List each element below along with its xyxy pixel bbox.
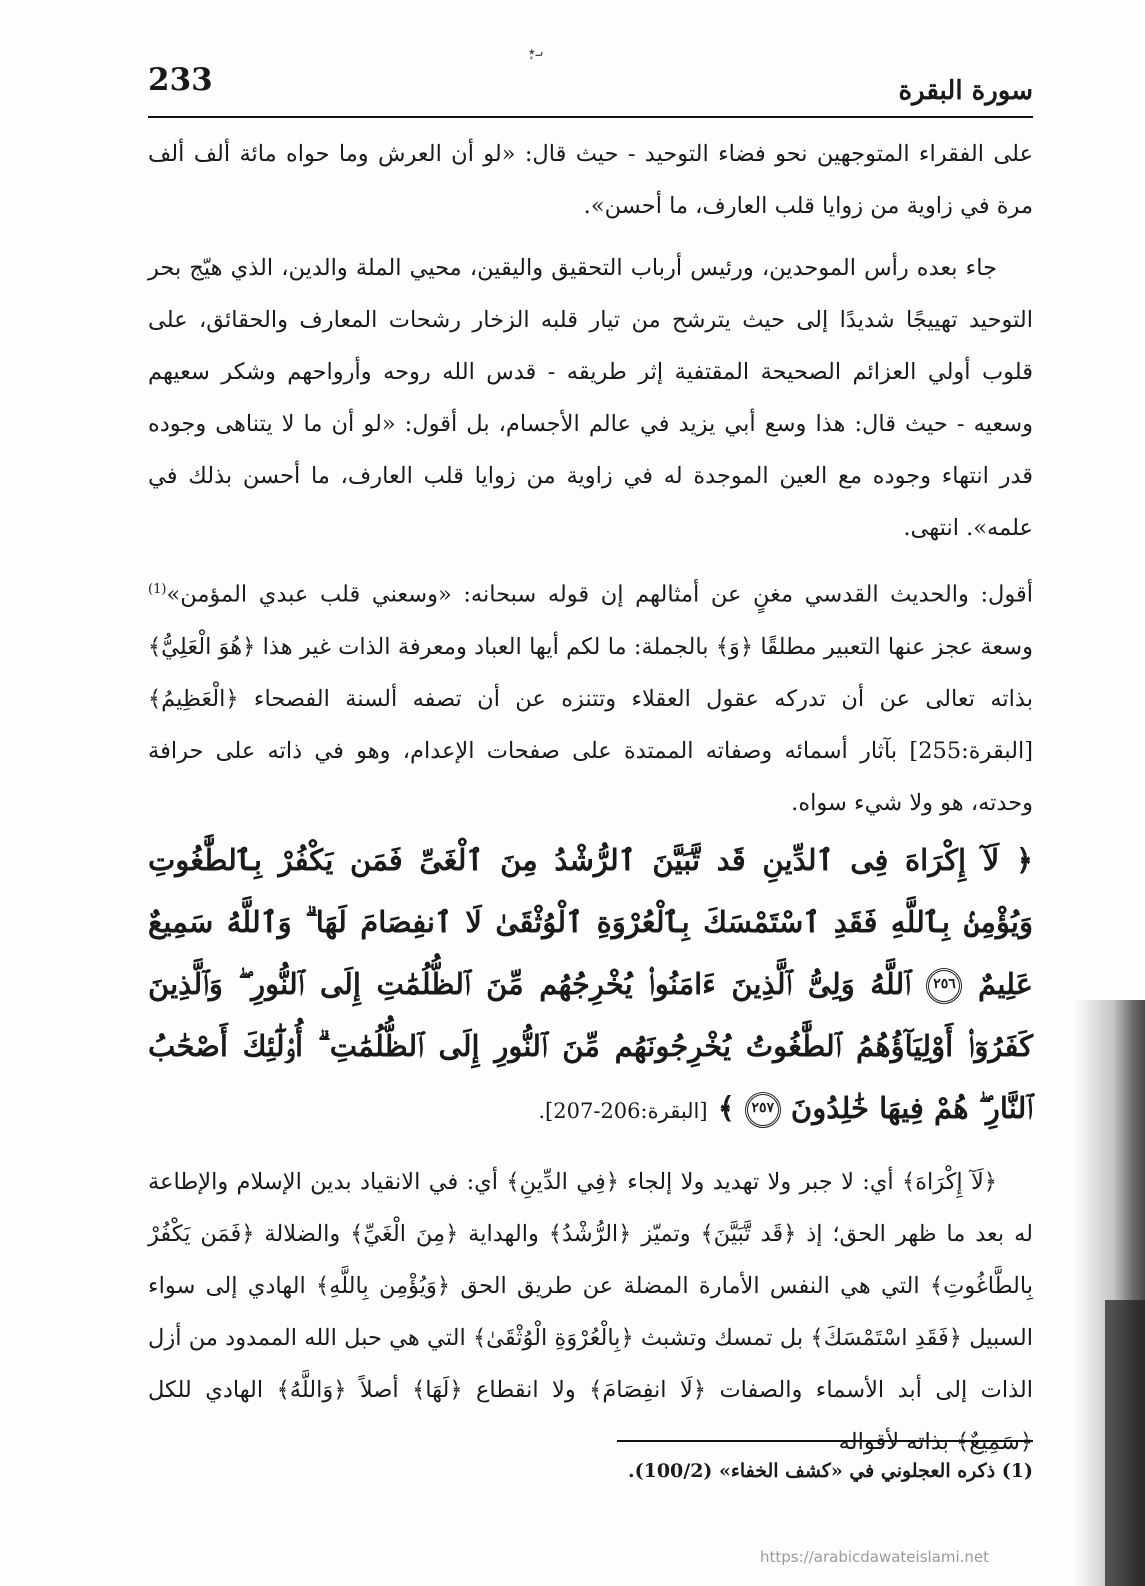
footnote-marker[interactable]: (1) — [148, 582, 167, 597]
watermark-url[interactable]: https://arabicdawateislami.net — [760, 1548, 990, 1566]
ayah-number-256: ٢٥٦ — [926, 968, 962, 1004]
paragraph-3-start: أقول: والحديث القدسي مغنٍ عن أمثالهم إن قوله سبحانه: «وسعني قلب عبدي المؤمن» — [166, 581, 1033, 608]
verse-257: ٱللَّهُ وَلِىُّ ٱلَّذِينَ ءَامَنُوا۟ يُخْرِجُهُم مِّنَ ٱلظُّلُمَٰتِ إِلَى ٱلنُّورِ ۖ وَٱلَّذِينَ كَفَرُوٓا۟ أَوْلِيَآؤُهُمُ ٱلطَّٰغُوتُ يُخْرِجُونَهُم مِّنَ ٱلنُّورِ إِلَى ٱلظُّلُمَٰتِ ۗ أُو۟لَٰٓئِكَ أَصْحَٰبُ ٱلنَّارِ ۖ هُمْ فِيهَا خَٰلِدُونَ — [148, 966, 1033, 1125]
page-number: 233 — [148, 62, 213, 98]
paragraph-3 — [148, 564, 1033, 829]
scan-shadow-dark — [1105, 1300, 1145, 1586]
paragraph-2: جاء بعده رأس الموحدين، ورئيس أرباب التحقيق واليقين، محيي الملة والدين، الذي هيّج بحر التوحيد تهييجًا شديدًا إلى حيث يترشح من تيار قلبه الزخار رشحات المعارف والحقائق، على قلوب أولي العزائم الصحيحة المقتفية إثر طريقه - قدس الله روحه وأرواحهم وشكر سعيهم وسعيه - حيث قال: هذا وسع أبي يزيد في عالم الأجسام، بل أقول: «لو أن ما لا يتناهى وجوده قدر انتهاء وجوده مع العين الموجدة له في زاوية من زوايا قلب العارف، ما أحسن بذلك في علمه». انتهى. — [148, 255, 1033, 541]
sura-title: سورة البقرة — [898, 76, 1033, 106]
ornate-bracket-open: ﴿ — [1015, 842, 1033, 877]
commentary-paragraph: ﴿لَآ إِكْرَاهَ﴾ أي: لا جبر ولا تهديد ولا إلجاء ﴿فِي الدِّينِ﴾ أي: في الانقياد بدين الإسلام والإطاعة له بعد ما ظهر الحق؛ إذ ﴿قَد تَّبَيَّنَ﴾ وتميّز ﴿الرُّشْدُ﴾ والهداية ﴿مِنَ الْغَيِّ﴾ والضلالة ﴿فَمَن يَكْفُرْ بِالطَّاغُوتِ﴾ التي هي النفس الأمارة المضلة عن طريق الحق ﴿وَيُؤْمِن بِاللَّهِ﴾ الهادي إلى سواء السبيل ﴿فَقَدِ اسْتَمْسَكَ﴾ بل تمسك وتشبث ﴿بِالْعُرْوَةِ الْوُثْقَىٰ﴾ التي هي حبل الله الممدود من أزل الذات إلى أبد الأسماء والصفات ﴿لَا انفِصَامَ﴾ ولا انقطاع ﴿لَهَا﴾ أصلاً ﴿وَاللَّهُ﴾ الهادي للكل ﴿سَمِيعٌ﴾ بذاته لأقواله — [148, 1168, 1033, 1455]
paragraph-3-rest: وسعة عجز عنها التعبير مطلقًا ﴿وَ﴾ بالجملة: ما لكم أيها العباد ومعرفة الذات غير هذا ﴿هُوَ الْعَلِيُّ﴾ بذاته تعالى عن أن تدركه عقول العقلاء وتتنزه عن أن تصفه ألسنة الفصحاء ﴿الْعَظِيمُ﴾ [البقرة:255] بآثار أسمائه وصفاته الممتدة على صفحات الإعدام، وهو في ذاته على حرافة وحدته، هو ولا شيء سواه. — [148, 633, 1033, 816]
ayah-number-257: ٢٥٧ — [745, 1092, 781, 1128]
page-header — [148, 62, 1033, 118]
page-body — [148, 128, 1033, 1468]
quran-reference: [البقرة:206-207]. — [538, 1098, 708, 1123]
quran-verses — [148, 829, 1033, 1142]
top-mark: ٮـ٭ٕ — [528, 44, 544, 60]
footnote-divider — [617, 1440, 1033, 1442]
footnote: (1) ذكره العجلوني في «كشف الخفاء» (100/2). — [627, 1460, 1033, 1482]
verse-256: لَآ إِكْرَاهَ فِى ٱلدِّينِ قَد تَّبَيَّنَ ٱلرُّشْدُ مِنَ ٱلْغَىِّ فَمَن يَكْفُرْ بِٱلطَّٰغُوتِ وَيُؤْمِنۢ بِٱللَّهِ فَقَدِ ٱسْتَمْسَكَ بِٱلْعُرْوَةِ ٱلْوُثْقَىٰ لَا ٱنفِصَامَ لَهَا ۗ وَٱللَّهُ سَمِيعٌ عَلِيمٌ — [148, 842, 1033, 1001]
ornate-bracket-close: ﴾ — [717, 1090, 735, 1125]
paragraph-1: على الفقراء المتوجهين نحو فضاء التوحيد - حيث قال: «لو أن العرش وما حواه مائة ألف ألف مرة في زاوية من زوايا قلب العارف، ما أحسن». — [148, 141, 1033, 219]
